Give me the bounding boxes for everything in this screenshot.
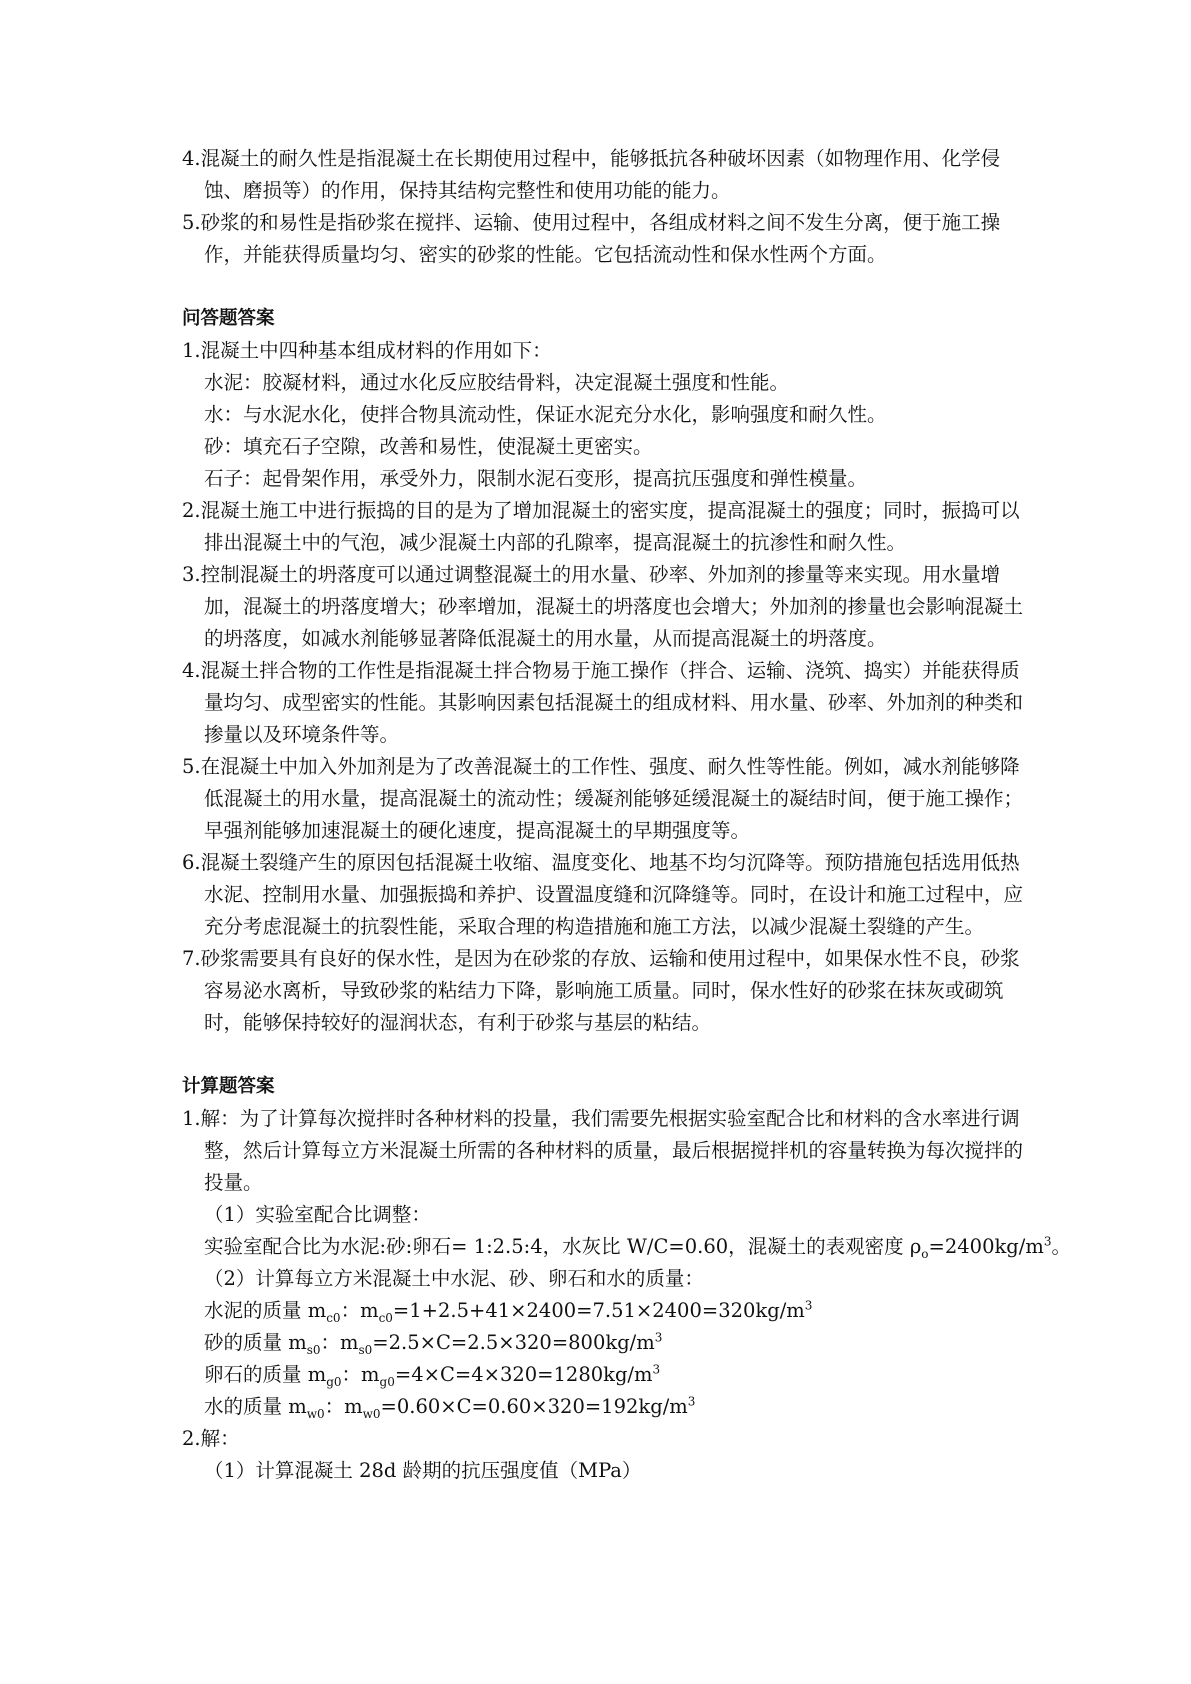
calc-item-2-intro: 2.解： bbox=[182, 1427, 240, 1450]
qa-item-3: 3.控制混凝土的坍落度可以通过调整混凝土的用水量、砂率、外加剂的掺量等来实现。用水量增加，混凝土的坍落度增大；砂率增加，混凝土的坍落度也会增大；外加剂的掺量也会影响混凝土的坍落度，如减水剂能够显著降低混凝土的用水量，从而提高混凝土的坍落度。 bbox=[182, 563, 1024, 650]
qa-item-7: 7.砂浆需要具有良好的保水性，是因为在砂浆的存放、运输和使用过程中，如果保水性不良，砂浆容易泌水离析，导致砂浆的粘结力下降，影响施工质量。同时，保水性好的砂浆在抹灰或砌筑时，能够保持较好的湿润状态，有利于砂浆与基层的粘结。 bbox=[182, 947, 1020, 1034]
formula-superscript: 3 bbox=[652, 1362, 661, 1377]
definition-item-5: 5.砂浆的和易性是指砂浆在搅拌、运输、使用过程中，各组成材料之间不发生分离，便于施工操作，并能获得质量均匀、密实的砂浆的性能。它包括流动性和保水性两个方面。 bbox=[182, 211, 1001, 266]
formula-mid: ：m bbox=[341, 1363, 380, 1386]
formula-gravel bbox=[182, 1359, 1024, 1391]
calc-step-1-text-c: 。 bbox=[1051, 1235, 1072, 1258]
calc-item-1-intro: 1.解：为了计算每次搅拌时各种材料的投量，我们需要先根据实验室配合比和材料的含水率进行调整，然后计算每立方米混凝土所需的各种材料的质量，最后根据搅拌机的容量转换为每次搅拌的投量。 bbox=[182, 1107, 1024, 1194]
qa-item-6: 6.混凝土裂缝产生的原因包括混凝土收缩、温度变化、地基不均匀沉降等。预防措施包括选用低热水泥、控制用水量、加强振捣和养护、设置温度缝和沉降缝等。同时，在设计和施工过程中，应充分考虑混凝土的抗裂性能，采取合理的构造措施和施工方法，以减少混凝土裂缝的产生。 bbox=[182, 851, 1024, 938]
formula-subscript: w0 bbox=[362, 1406, 381, 1421]
qa-item-1-water: 水：与水泥水化，使拌合物具流动性，保证水泥充分水化，影响强度和耐久性。 bbox=[204, 403, 887, 426]
formula-label: 水的质量 m bbox=[204, 1395, 307, 1418]
qa-item-1-cement: 水泥：胶凝材料，通过水化反应胶结骨料，决定混凝土强度和性能。 bbox=[204, 371, 790, 394]
formula-mid: ：m bbox=[340, 1299, 379, 1322]
formula-subscript: s0 bbox=[306, 1342, 321, 1357]
formula-expression: =4×C=4×320=1280kg/m bbox=[394, 1363, 653, 1386]
formula-subscript: g0 bbox=[326, 1374, 342, 1389]
formula-superscript: 3 bbox=[654, 1330, 663, 1345]
calc-step-1-title: （1）实验室配合比调整： bbox=[204, 1203, 431, 1226]
formula-label: 水泥的质量 m bbox=[204, 1299, 327, 1322]
calc-step-1-text-a: 实验室配合比为水泥:砂:卵石= 1:2.5:4，水灰比 W/C=0.60，混凝土的表观密度 ρ bbox=[204, 1235, 922, 1258]
formula-expression: =1+2.5+41×2400=7.51×2400=320kg/m bbox=[392, 1299, 805, 1322]
formula-subscript: c0 bbox=[326, 1310, 341, 1325]
formula-superscript: 3 bbox=[804, 1298, 813, 1313]
qa-item-1-intro: 1.混凝土中四种基本组成材料的作用如下： bbox=[182, 339, 552, 362]
formula-subscript: c0 bbox=[378, 1310, 393, 1325]
formula-water bbox=[182, 1391, 1024, 1423]
qa-item-1-gravel: 石子：起骨架作用，承受外力，限制水泥石变形，提高抗压强度和弹性模量。 bbox=[204, 467, 868, 490]
formula-cement bbox=[182, 1295, 1024, 1327]
density-unit-superscript: 3 bbox=[1043, 1234, 1052, 1249]
qa-item-2: 2.混凝土施工中进行振捣的目的是为了增加混凝土的密实度，提高混凝土的强度；同时，振捣可以排出混凝土中的气泡，减少混凝土内部的孔隙率，提高混凝土的抗渗性和耐久性。 bbox=[182, 499, 1020, 554]
density-subscript: o bbox=[921, 1246, 929, 1261]
formula-superscript: 3 bbox=[687, 1394, 696, 1409]
formula-sand bbox=[182, 1327, 1024, 1359]
qa-section-heading: 问答题答案 bbox=[182, 308, 275, 329]
qa-item-4: 4.混凝土拌合物的工作性是指混凝土拌合物易于施工操作（拌合、运输、浇筑、捣实）并能获得质量均匀、成型密实的性能。其影响因素包括混凝土的组成材料、用水量、砂率、外加剂的种类和掺量以及环境条件等。 bbox=[182, 659, 1024, 746]
calc-step-1-text-b: =2400kg/m bbox=[928, 1235, 1044, 1258]
formula-label: 卵石的质量 m bbox=[204, 1363, 327, 1386]
formula-subscript: w0 bbox=[306, 1406, 325, 1421]
formula-subscript: g0 bbox=[379, 1374, 395, 1389]
formula-subscript: s0 bbox=[358, 1342, 373, 1357]
qa-item-5: 5.在混凝土中加入外加剂是为了改善混凝土的工作性、强度、耐久性等性能。例如，减水剂能够降低混凝土的用水量，提高混凝土的流动性；缓凝剂能够延缓混凝土的凝结时间，便于施工操作；早强剂能够加速混凝土的硬化速度，提高混凝土的早期强度等。 bbox=[182, 755, 1024, 842]
qa-item-1-sand: 砂：填充石子空隙，改善和易性，使混凝土更密实。 bbox=[204, 435, 653, 458]
formula-mid: ：m bbox=[320, 1331, 359, 1354]
formula-label: 砂的质量 m bbox=[204, 1331, 307, 1354]
section-spacer bbox=[182, 271, 1024, 303]
section-spacer bbox=[182, 1039, 1024, 1071]
calc-section-heading: 计算题答案 bbox=[182, 1076, 275, 1097]
formula-mid: ：m bbox=[324, 1395, 363, 1418]
definition-item-4: 4.混凝土的耐久性是指混凝土在长期使用过程中，能够抵抗各种破坏因素（如物理作用、化学侵蚀、磨损等）的作用，保持其结构完整性和使用功能的能力。 bbox=[182, 147, 1001, 202]
calc-step-1-text bbox=[182, 1231, 1072, 1263]
calc-item-2-step-1: （1）计算混凝土 28d 龄期的抗压强度值（MPa） bbox=[204, 1459, 642, 1482]
calc-step-2-title: （2）计算每立方米混凝土中水泥、砂、卵石和水的质量： bbox=[204, 1267, 704, 1290]
formula-expression: =2.5×C=2.5×320=800kg/m bbox=[372, 1331, 655, 1354]
formula-expression: =0.60×C=0.60×320=192kg/m bbox=[380, 1395, 688, 1418]
document-body bbox=[182, 143, 1072, 1487]
